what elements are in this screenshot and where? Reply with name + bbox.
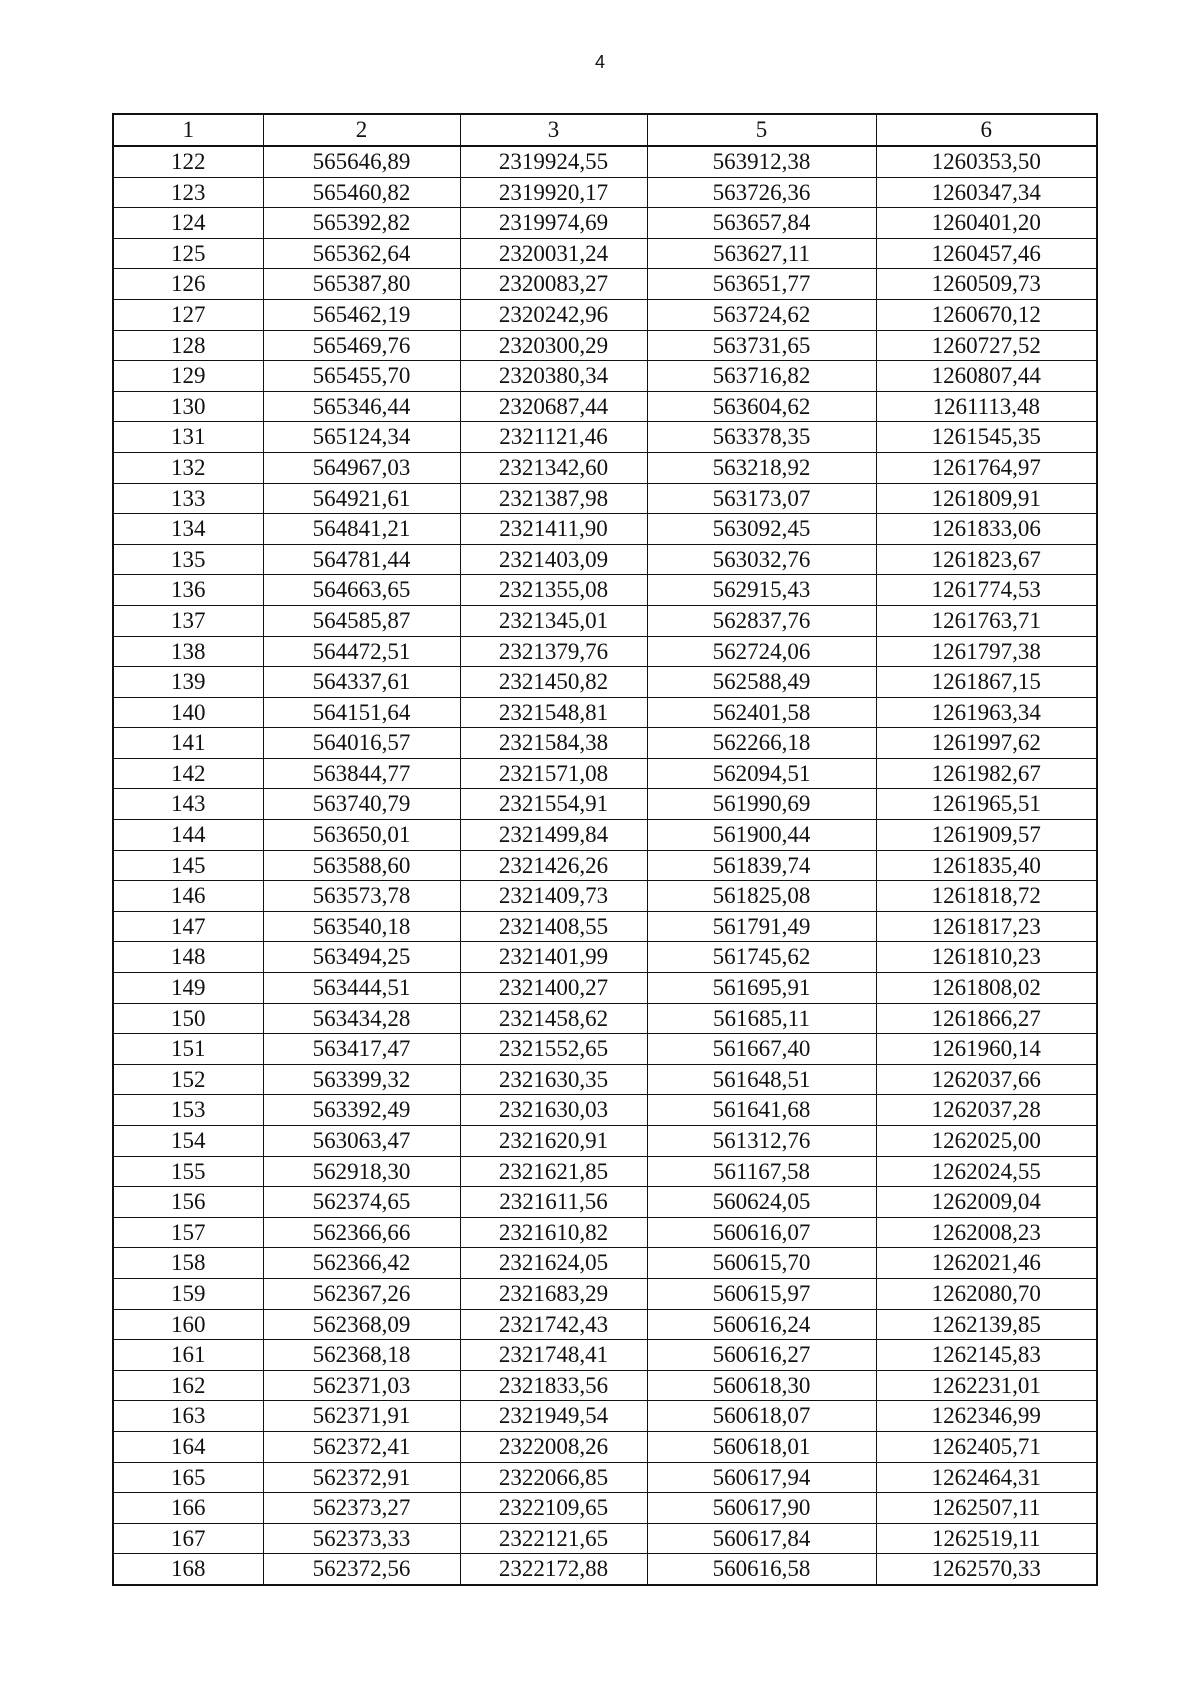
coordinate-x2-cell: 561648,51 <box>647 1064 876 1095</box>
page-number: 4 <box>594 52 605 72</box>
coordinate-y-cell: 2321403,09 <box>460 544 647 575</box>
table-row <box>113 1431 1097 1462</box>
coordinate-x-cell: 565455,70 <box>263 361 460 392</box>
coordinate-x-cell: 565460,82 <box>263 177 460 208</box>
coordinate-x-cell: 564337,61 <box>263 667 460 698</box>
point-number-cell: 167 <box>113 1523 263 1554</box>
table-row <box>113 942 1097 973</box>
table-row <box>113 1095 1097 1126</box>
point-number-cell: 125 <box>113 238 263 269</box>
point-number-cell: 165 <box>113 1462 263 1493</box>
coordinate-x-cell: 565124,34 <box>263 422 460 453</box>
coordinate-y2-cell: 1261823,67 <box>876 544 1097 575</box>
table-row <box>113 758 1097 789</box>
table-row <box>113 1126 1097 1157</box>
coordinate-y2-cell: 1261833,06 <box>876 514 1097 545</box>
table-row <box>113 667 1097 698</box>
coordinate-x-cell: 564151,64 <box>263 697 460 728</box>
table-row <box>113 1278 1097 1309</box>
coordinate-y2-cell: 1260727,52 <box>876 330 1097 361</box>
coordinate-x2-cell: 560615,70 <box>647 1248 876 1279</box>
point-number-cell: 133 <box>113 483 263 514</box>
coordinate-x2-cell: 560616,27 <box>647 1340 876 1371</box>
point-number-cell: 145 <box>113 850 263 881</box>
table-row <box>113 1248 1097 1279</box>
table-row <box>113 1401 1097 1432</box>
coordinate-y-cell: 2322172,88 <box>460 1554 647 1585</box>
coordinate-y2-cell: 1261808,02 <box>876 973 1097 1004</box>
coordinate-y-cell: 2321620,91 <box>460 1126 647 1157</box>
column-header-6: 6 <box>876 114 1097 146</box>
point-number-cell: 146 <box>113 881 263 912</box>
coordinate-x-cell: 563063,47 <box>263 1126 460 1157</box>
coordinate-x2-cell: 561695,91 <box>647 973 876 1004</box>
coordinate-y2-cell: 1261866,27 <box>876 1003 1097 1034</box>
coordinate-y-cell: 2321630,03 <box>460 1095 647 1126</box>
coordinate-x-cell: 564967,03 <box>263 452 460 483</box>
coordinate-x-cell: 562374,65 <box>263 1187 460 1218</box>
point-number-cell: 162 <box>113 1370 263 1401</box>
point-number-cell: 149 <box>113 973 263 1004</box>
coordinate-y-cell: 2319920,17 <box>460 177 647 208</box>
table-row <box>113 881 1097 912</box>
coordinate-x-cell: 563588,60 <box>263 850 460 881</box>
coordinate-y2-cell: 1262145,83 <box>876 1340 1097 1371</box>
table-row <box>113 911 1097 942</box>
point-number-cell: 129 <box>113 361 263 392</box>
point-number-cell: 150 <box>113 1003 263 1034</box>
point-number-cell: 158 <box>113 1248 263 1279</box>
point-number-cell: 123 <box>113 177 263 208</box>
table-row <box>113 605 1097 636</box>
table-row <box>113 1493 1097 1524</box>
point-number-cell: 152 <box>113 1064 263 1095</box>
table-row <box>113 238 1097 269</box>
table-row <box>113 1309 1097 1340</box>
coordinate-x-cell: 563650,01 <box>263 820 460 851</box>
table-row <box>113 1003 1097 1034</box>
coordinate-y2-cell: 1261909,57 <box>876 820 1097 851</box>
table-row <box>113 1523 1097 1554</box>
coordinate-y2-cell: 1262139,85 <box>876 1309 1097 1340</box>
coordinate-x2-cell: 563378,35 <box>647 422 876 453</box>
coordinate-y-cell: 2321379,76 <box>460 636 647 667</box>
coordinate-y2-cell: 1261774,53 <box>876 575 1097 606</box>
point-number-cell: 161 <box>113 1340 263 1371</box>
coordinate-y-cell: 2321611,56 <box>460 1187 647 1218</box>
table-row <box>113 1187 1097 1218</box>
coordinate-x-cell: 564016,57 <box>263 728 460 759</box>
coordinate-x-cell: 565646,89 <box>263 146 460 177</box>
coordinate-y2-cell: 1261113,48 <box>876 391 1097 422</box>
coordinate-x2-cell: 561791,49 <box>647 911 876 942</box>
coordinate-x2-cell: 561685,11 <box>647 1003 876 1034</box>
coordinate-y2-cell: 1261963,34 <box>876 697 1097 728</box>
coordinate-y-cell: 2321499,84 <box>460 820 647 851</box>
coordinate-y-cell: 2322066,85 <box>460 1462 647 1493</box>
coordinate-y2-cell: 1261763,71 <box>876 605 1097 636</box>
coordinate-y2-cell: 1262037,66 <box>876 1064 1097 1095</box>
coordinate-x-cell: 562371,91 <box>263 1401 460 1432</box>
table-row <box>113 789 1097 820</box>
table-row <box>113 299 1097 330</box>
table-row <box>113 820 1097 851</box>
point-number-cell: 166 <box>113 1493 263 1524</box>
coordinate-x-cell: 565469,76 <box>263 330 460 361</box>
table-row <box>113 850 1097 881</box>
coordinate-x2-cell: 562724,06 <box>647 636 876 667</box>
point-number-cell: 135 <box>113 544 263 575</box>
coordinate-y-cell: 2321552,65 <box>460 1034 647 1065</box>
coordinate-x-cell: 563444,51 <box>263 973 460 1004</box>
coordinate-x-cell: 565346,44 <box>263 391 460 422</box>
table-row <box>113 1217 1097 1248</box>
coordinate-y2-cell: 1261982,67 <box>876 758 1097 789</box>
coordinate-x2-cell: 560624,05 <box>647 1187 876 1218</box>
coordinate-y-cell: 2321630,35 <box>460 1064 647 1095</box>
point-number-cell: 151 <box>113 1034 263 1065</box>
column-header-2: 2 <box>263 114 460 146</box>
point-number-cell: 137 <box>113 605 263 636</box>
coordinate-y-cell: 2320031,24 <box>460 238 647 269</box>
table-row <box>113 1034 1097 1065</box>
coordinate-x2-cell: 560618,07 <box>647 1401 876 1432</box>
coordinate-x2-cell: 563724,62 <box>647 299 876 330</box>
table-row <box>113 1554 1097 1585</box>
column-header-3: 3 <box>460 114 647 146</box>
coordinate-x-cell: 562372,41 <box>263 1431 460 1462</box>
point-number-cell: 130 <box>113 391 263 422</box>
coordinate-y2-cell: 1262025,00 <box>876 1126 1097 1157</box>
point-number-cell: 148 <box>113 942 263 973</box>
point-number-cell: 157 <box>113 1217 263 1248</box>
coordinate-x2-cell: 561167,58 <box>647 1156 876 1187</box>
coordinate-x2-cell: 562915,43 <box>647 575 876 606</box>
coordinate-y-cell: 2319974,69 <box>460 208 647 239</box>
coordinate-y2-cell: 1262519,11 <box>876 1523 1097 1554</box>
table-row <box>113 361 1097 392</box>
table-row <box>113 177 1097 208</box>
coordinate-y2-cell: 1261809,91 <box>876 483 1097 514</box>
coordinate-x2-cell: 561825,08 <box>647 881 876 912</box>
coordinate-y-cell: 2322121,65 <box>460 1523 647 1554</box>
coordinate-y-cell: 2321426,26 <box>460 850 647 881</box>
point-number-cell: 127 <box>113 299 263 330</box>
point-number-cell: 156 <box>113 1187 263 1218</box>
coordinate-x-cell: 562918,30 <box>263 1156 460 1187</box>
coordinate-y2-cell: 1262080,70 <box>876 1278 1097 1309</box>
table-row <box>113 330 1097 361</box>
coordinate-y-cell: 2321355,08 <box>460 575 647 606</box>
coordinate-x-cell: 562366,66 <box>263 1217 460 1248</box>
point-number-cell: 126 <box>113 269 263 300</box>
coordinate-x2-cell: 560618,30 <box>647 1370 876 1401</box>
coordinate-y-cell: 2321683,29 <box>460 1278 647 1309</box>
coordinate-y-cell: 2321450,82 <box>460 667 647 698</box>
coordinate-y-cell: 2322008,26 <box>460 1431 647 1462</box>
coordinate-y-cell: 2320380,34 <box>460 361 647 392</box>
coordinate-x2-cell: 563092,45 <box>647 514 876 545</box>
coordinate-y-cell: 2321121,46 <box>460 422 647 453</box>
coordinate-x-cell: 564663,65 <box>263 575 460 606</box>
coordinate-y2-cell: 1262008,23 <box>876 1217 1097 1248</box>
coordinate-y2-cell: 1260670,12 <box>876 299 1097 330</box>
coordinate-x2-cell: 563218,92 <box>647 452 876 483</box>
coordinate-y2-cell: 1261764,97 <box>876 452 1097 483</box>
coordinate-y-cell: 2320083,27 <box>460 269 647 300</box>
coordinate-y2-cell: 1261835,40 <box>876 850 1097 881</box>
table-row <box>113 1064 1097 1095</box>
table-row <box>113 973 1097 1004</box>
coordinate-x2-cell: 563726,36 <box>647 177 876 208</box>
coordinate-x-cell: 563540,18 <box>263 911 460 942</box>
coordinate-y-cell: 2321624,05 <box>460 1248 647 1279</box>
table-body <box>113 146 1097 1585</box>
coordinate-x-cell: 562366,42 <box>263 1248 460 1279</box>
coordinate-y2-cell: 1261545,35 <box>876 422 1097 453</box>
coordinate-x-cell: 562373,27 <box>263 1493 460 1524</box>
coordinate-x2-cell: 560616,58 <box>647 1554 876 1585</box>
point-number-cell: 142 <box>113 758 263 789</box>
coordinate-y2-cell: 1262021,46 <box>876 1248 1097 1279</box>
coordinate-x-cell: 564472,51 <box>263 636 460 667</box>
point-number-cell: 128 <box>113 330 263 361</box>
coordinate-y-cell: 2321548,81 <box>460 697 647 728</box>
coordinate-x-cell: 562367,26 <box>263 1278 460 1309</box>
coordinate-x2-cell: 563604,62 <box>647 391 876 422</box>
point-number-cell: 140 <box>113 697 263 728</box>
table-row <box>113 422 1097 453</box>
point-number-cell: 147 <box>113 911 263 942</box>
coordinate-y-cell: 2321458,62 <box>460 1003 647 1034</box>
coordinate-y-cell: 2321345,01 <box>460 605 647 636</box>
column-header-1: 1 <box>113 114 263 146</box>
point-number-cell: 144 <box>113 820 263 851</box>
coordinate-x-cell: 562368,09 <box>263 1309 460 1340</box>
coordinate-y-cell: 2320687,44 <box>460 391 647 422</box>
coordinate-x2-cell: 562401,58 <box>647 697 876 728</box>
coordinate-y-cell: 2321554,91 <box>460 789 647 820</box>
coordinate-x2-cell: 561900,44 <box>647 820 876 851</box>
coordinate-x2-cell: 562266,18 <box>647 728 876 759</box>
coordinate-y2-cell: 1260401,20 <box>876 208 1097 239</box>
point-number-cell: 122 <box>113 146 263 177</box>
coordinate-y2-cell: 1261817,23 <box>876 911 1097 942</box>
point-number-cell: 154 <box>113 1126 263 1157</box>
coordinate-y2-cell: 1261818,72 <box>876 881 1097 912</box>
table-row <box>113 1340 1097 1371</box>
table-header <box>113 114 1097 146</box>
coordinate-y2-cell: 1262507,11 <box>876 1493 1097 1524</box>
table-row <box>113 391 1097 422</box>
coordinate-y-cell: 2321408,55 <box>460 911 647 942</box>
coordinate-y-cell: 2319924,55 <box>460 146 647 177</box>
coordinate-x2-cell: 563912,38 <box>647 146 876 177</box>
coordinate-y-cell: 2321571,08 <box>460 758 647 789</box>
coordinate-x2-cell: 562837,76 <box>647 605 876 636</box>
coordinate-x-cell: 565387,80 <box>263 269 460 300</box>
table-row <box>113 1370 1097 1401</box>
coordinate-x2-cell: 563173,07 <box>647 483 876 514</box>
coordinate-y-cell: 2321748,41 <box>460 1340 647 1371</box>
coordinate-y-cell: 2321833,56 <box>460 1370 647 1401</box>
point-number-cell: 136 <box>113 575 263 606</box>
table-row <box>113 269 1097 300</box>
coordinate-x-cell: 562371,03 <box>263 1370 460 1401</box>
coordinate-x2-cell: 560617,84 <box>647 1523 876 1554</box>
point-number-cell: 124 <box>113 208 263 239</box>
column-header-5: 5 <box>647 114 876 146</box>
point-number-cell: 138 <box>113 636 263 667</box>
coordinate-x-cell: 562372,91 <box>263 1462 460 1493</box>
point-number-cell: 139 <box>113 667 263 698</box>
coordinate-y-cell: 2321610,82 <box>460 1217 647 1248</box>
coordinate-y-cell: 2321584,38 <box>460 728 647 759</box>
header-row <box>113 114 1097 146</box>
point-number-cell: 168 <box>113 1554 263 1585</box>
coordinate-x-cell: 562368,18 <box>263 1340 460 1371</box>
coordinate-y-cell: 2321411,90 <box>460 514 647 545</box>
coordinate-y-cell: 2321742,43 <box>460 1309 647 1340</box>
point-number-cell: 163 <box>113 1401 263 1432</box>
coordinate-y2-cell: 1262024,55 <box>876 1156 1097 1187</box>
table-row <box>113 544 1097 575</box>
coordinate-y2-cell: 1260353,50 <box>876 146 1097 177</box>
point-number-cell: 132 <box>113 452 263 483</box>
coordinate-x2-cell: 561312,76 <box>647 1126 876 1157</box>
table-row <box>113 1156 1097 1187</box>
coordinate-x2-cell: 561667,40 <box>647 1034 876 1065</box>
point-number-cell: 143 <box>113 789 263 820</box>
coordinate-x2-cell: 562094,51 <box>647 758 876 789</box>
coordinate-y-cell: 2321621,85 <box>460 1156 647 1187</box>
coordinates-table <box>112 113 1098 1586</box>
table-row <box>113 483 1097 514</box>
coordinate-x2-cell: 563032,76 <box>647 544 876 575</box>
table-row <box>113 452 1097 483</box>
coordinate-y2-cell: 1261810,23 <box>876 942 1097 973</box>
coordinate-x-cell: 564921,61 <box>263 483 460 514</box>
coordinate-y-cell: 2320300,29 <box>460 330 647 361</box>
coordinate-y-cell: 2321400,27 <box>460 973 647 1004</box>
point-number-cell: 164 <box>113 1431 263 1462</box>
coordinate-x2-cell: 560615,97 <box>647 1278 876 1309</box>
coordinate-x2-cell: 562588,49 <box>647 667 876 698</box>
coordinate-x-cell: 565392,82 <box>263 208 460 239</box>
coordinate-x2-cell: 563657,84 <box>647 208 876 239</box>
coordinate-y2-cell: 1260347,34 <box>876 177 1097 208</box>
coordinate-x2-cell: 561745,62 <box>647 942 876 973</box>
coordinate-y2-cell: 1260457,46 <box>876 238 1097 269</box>
coordinate-x-cell: 563494,25 <box>263 942 460 973</box>
coordinate-x2-cell: 560616,07 <box>647 1217 876 1248</box>
coordinate-y-cell: 2321949,54 <box>460 1401 647 1432</box>
coordinate-y2-cell: 1260807,44 <box>876 361 1097 392</box>
coordinate-x-cell: 565362,64 <box>263 238 460 269</box>
coordinate-x-cell: 562372,56 <box>263 1554 460 1585</box>
table-row <box>113 697 1097 728</box>
table-row <box>113 514 1097 545</box>
coordinate-y2-cell: 1262405,71 <box>876 1431 1097 1462</box>
point-number-cell: 155 <box>113 1156 263 1187</box>
coordinate-x2-cell: 560618,01 <box>647 1431 876 1462</box>
table-row <box>113 1462 1097 1493</box>
coordinate-y-cell: 2321387,98 <box>460 483 647 514</box>
coordinate-x2-cell: 560616,24 <box>647 1309 876 1340</box>
coordinate-x-cell: 564585,87 <box>263 605 460 636</box>
coordinate-x-cell: 563392,49 <box>263 1095 460 1126</box>
coordinate-y-cell: 2321342,60 <box>460 452 647 483</box>
coordinate-x2-cell: 563627,11 <box>647 238 876 269</box>
table-row <box>113 575 1097 606</box>
coordinate-y2-cell: 1262346,99 <box>876 1401 1097 1432</box>
coordinate-x-cell: 564841,21 <box>263 514 460 545</box>
coordinate-x-cell: 563844,77 <box>263 758 460 789</box>
coordinate-y-cell: 2322109,65 <box>460 1493 647 1524</box>
coordinate-x2-cell: 563651,77 <box>647 269 876 300</box>
coordinate-x2-cell: 561641,68 <box>647 1095 876 1126</box>
coordinate-y2-cell: 1262570,33 <box>876 1554 1097 1585</box>
coordinate-x2-cell: 563731,65 <box>647 330 876 361</box>
coordinate-x-cell: 563573,78 <box>263 881 460 912</box>
coordinate-y2-cell: 1261960,14 <box>876 1034 1097 1065</box>
coordinate-y2-cell: 1260509,73 <box>876 269 1097 300</box>
point-number-cell: 141 <box>113 728 263 759</box>
coordinate-y2-cell: 1262231,01 <box>876 1370 1097 1401</box>
coordinate-y2-cell: 1261965,51 <box>876 789 1097 820</box>
coordinate-x-cell: 564781,44 <box>263 544 460 575</box>
table-row <box>113 636 1097 667</box>
coordinate-x2-cell: 561839,74 <box>647 850 876 881</box>
coordinate-y2-cell: 1261867,15 <box>876 667 1097 698</box>
coordinate-x-cell: 563417,47 <box>263 1034 460 1065</box>
coordinate-x2-cell: 560617,94 <box>647 1462 876 1493</box>
coordinate-y2-cell: 1262037,28 <box>876 1095 1097 1126</box>
coordinate-x-cell: 563434,28 <box>263 1003 460 1034</box>
point-number-cell: 159 <box>113 1278 263 1309</box>
table-row <box>113 208 1097 239</box>
coordinate-x-cell: 565462,19 <box>263 299 460 330</box>
table-row <box>113 146 1097 177</box>
coordinate-y-cell: 2320242,96 <box>460 299 647 330</box>
coordinate-y-cell: 2321409,73 <box>460 881 647 912</box>
point-number-cell: 134 <box>113 514 263 545</box>
point-number-cell: 131 <box>113 422 263 453</box>
point-number-cell: 153 <box>113 1095 263 1126</box>
coordinate-y2-cell: 1262464,31 <box>876 1462 1097 1493</box>
table-row <box>113 728 1097 759</box>
coordinate-x2-cell: 563716,82 <box>647 361 876 392</box>
coordinate-x-cell: 563399,32 <box>263 1064 460 1095</box>
coordinate-x-cell: 562373,33 <box>263 1523 460 1554</box>
coordinate-x2-cell: 561990,69 <box>647 789 876 820</box>
coordinate-x2-cell: 560617,90 <box>647 1493 876 1524</box>
coordinate-y2-cell: 1261797,38 <box>876 636 1097 667</box>
coordinate-y2-cell: 1262009,04 <box>876 1187 1097 1218</box>
coordinate-y-cell: 2321401,99 <box>460 942 647 973</box>
coordinate-x-cell: 563740,79 <box>263 789 460 820</box>
point-number-cell: 160 <box>113 1309 263 1340</box>
coordinate-y2-cell: 1261997,62 <box>876 728 1097 759</box>
